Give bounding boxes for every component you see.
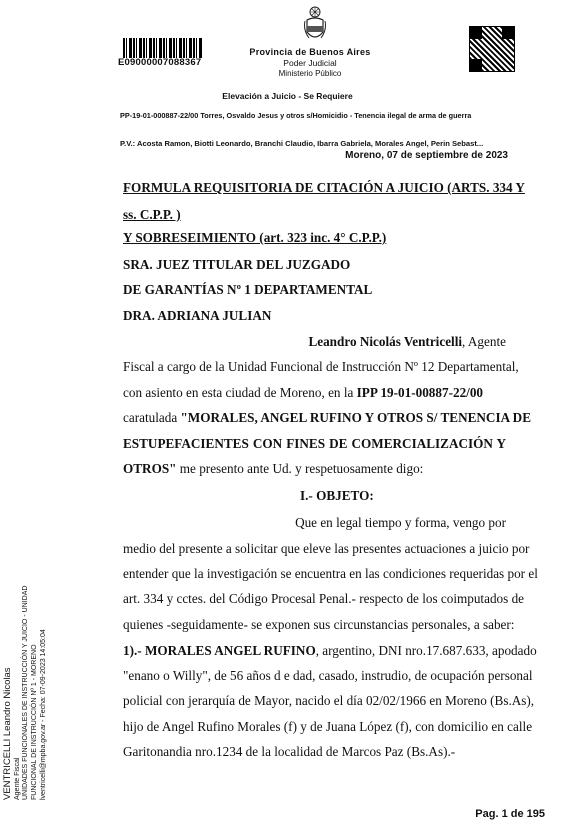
paragraph-2-line-2: medio del presente a solicitar que eleve las presentes actuaciones a juicio por bbox=[123, 541, 530, 556]
case-line: PP-19-01-000887-22/00 Torres, Osvaldo Jesus y otros s/Homicidio - Tenencia ilegal de arma de guerra bbox=[120, 111, 472, 120]
paragraph-2-line-4: art. 334 y cctes. del Código Procesal Penal.- respecto de los coimputados de bbox=[123, 591, 525, 606]
pv-line: P.V.: Acosta Ramon, Biotti Leonardo, Branchi Claudio, Ibarra Gabriela, Morales Angel, Perin Sebast... bbox=[120, 139, 484, 148]
paragraph-3-line-1 bbox=[123, 643, 537, 659]
barcode bbox=[123, 38, 203, 58]
case-caption-3: OTROS" bbox=[123, 461, 177, 476]
paragraph-2-line-3: entender que la investigación se encuentra en las condiciones requeridas por el bbox=[123, 566, 538, 581]
case-caption-2: ESTUPEFACIENTES CON FINES DE COMERCIALIZACIÓN Y bbox=[123, 436, 506, 451]
barcode-number: E09000007088367 bbox=[118, 57, 202, 68]
signer-role: Agente Fiscal bbox=[14, 757, 21, 800]
document-date: Moreno, 07 de septiembre de 2023 bbox=[345, 150, 508, 161]
coat-of-arms-icon bbox=[303, 6, 327, 44]
page-number: Pag. 1 de 195 bbox=[475, 808, 545, 820]
paragraph-1-line-2: Fiscal a cargo de la Unidad Funcional de Instrucción Nº 12 Departamental, bbox=[123, 359, 519, 374]
org-province: Provincia de Buenos Aires bbox=[249, 47, 371, 57]
ipp-number: IPP 19-01-00887-22/00 bbox=[356, 385, 484, 400]
document-status: Elevación a Juicio - Se Requiere bbox=[222, 91, 353, 101]
signer-unit-2: FUNCIONAL DE INSTRUCCIÓN Nº 1 - MORENO bbox=[31, 644, 38, 800]
signer-unit-1: UNIDADES FUNCIONALES DE INSTRUCCIÓN Y JUICIO - UNIDAD bbox=[22, 585, 29, 800]
p1-l4a: caratulada bbox=[123, 410, 181, 425]
accused-name: 1).- MORALES ANGEL RUFINO bbox=[123, 643, 316, 658]
addressee-line-3: DRA. ADRIANA JULIAN bbox=[123, 308, 272, 323]
signer-name: VENTRICELLI Leandro Nicolas bbox=[2, 667, 13, 800]
paragraph-1-line-4 bbox=[123, 410, 531, 426]
title-line-3: Y SOBRESEIMIENTO (art. 323 inc. 4° C.P.P.) bbox=[123, 230, 387, 245]
addressee-line-2: DE GARANTÍAS Nº 1 DEPARTAMENTAL bbox=[123, 282, 373, 297]
section-heading: I.- OBJETO: bbox=[300, 488, 374, 503]
signer-meta: lventricelli@mpba.gov.ar - Fecha: 07-09-2023 14:05:04 bbox=[40, 629, 47, 800]
qr-code bbox=[469, 26, 515, 72]
paragraph-1-line-1 bbox=[123, 334, 506, 350]
paragraph-3-line-2: "enano o Willy", de 56 años d e dad, casado, instrudio, de ocupación personal bbox=[123, 668, 533, 683]
org-ministry: Ministerio Público bbox=[278, 69, 342, 78]
title-line-2: ss. C.P.P. ) bbox=[123, 207, 181, 222]
addressee-line-1: SRA. JUEZ TITULAR DEL JUZGADO bbox=[123, 257, 351, 272]
org-judicial: Poder Judicial bbox=[283, 58, 337, 68]
p1-l3a: con asiento en esta ciudad de Moreno, en la bbox=[123, 385, 357, 400]
p3-l1b: , argentino, DNI nro.17.687.633, apodado bbox=[315, 643, 537, 658]
paragraph-2-line-5: quienes -seguidamente- se exponen sus circunstancias personales, a saber: bbox=[123, 617, 515, 632]
title-line-1: FORMULA REQUISITORIA DE CITACIÓN A JUICIO (ARTS. 334 Y bbox=[123, 180, 525, 195]
prosecutor-name: Leandro Nicolás Ventricelli bbox=[308, 334, 463, 349]
paragraph-3-line-3: policial con jerarquía de Mayor, nacido el día 02/02/1966 en Moreno (Bs.As), bbox=[123, 693, 535, 708]
paragraph-1-line-3 bbox=[123, 385, 506, 401]
paragraph-2-line-1: Que en legal tiempo y forma, vengo por bbox=[295, 515, 506, 530]
paragraph-1-line-6 bbox=[123, 461, 506, 477]
p1-l6b: me presento ante Ud. y respetuosamente digo: bbox=[176, 461, 424, 476]
case-caption-1: "MORALES, ANGEL RUFINO Y OTROS S/ TENENCIA DE bbox=[180, 410, 531, 425]
paragraph-3-line-4: hijo de Angel Rufino Morales (f) y de Juana López (f), con domicilio en calle bbox=[123, 719, 533, 734]
digital-signature-block bbox=[0, 540, 60, 800]
p1-rest: , Agente bbox=[462, 334, 506, 349]
paragraph-3-line-5: Garitonandia nro.1234 de la localidad de Marcos Paz (Bs.As).- bbox=[123, 744, 456, 759]
